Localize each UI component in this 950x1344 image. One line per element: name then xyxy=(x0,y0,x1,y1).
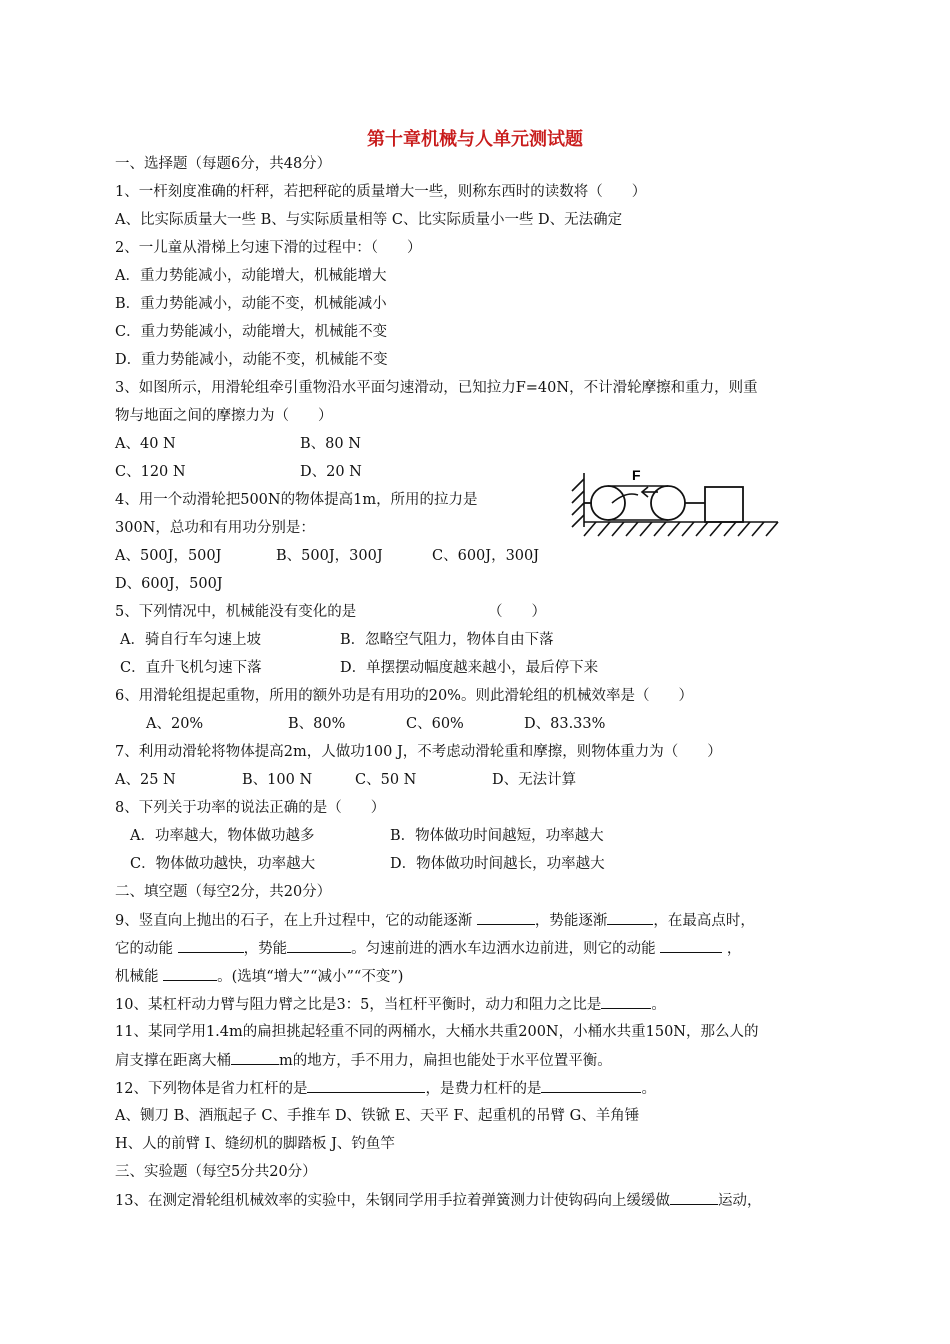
question-12-text-a: 12、下列物体是省力杠杆的是 xyxy=(115,1081,308,1097)
question-12-text-b: ，是费力杠杆的是 xyxy=(425,1081,542,1097)
question-5: 5、下列情况中，机械能没有变化的是 xyxy=(115,604,357,620)
answer-blank[interactable] xyxy=(601,994,651,1009)
question-9-text-b: ，势能逐渐 xyxy=(534,913,608,929)
answer-blank[interactable] xyxy=(287,938,351,953)
question-12-options-line-1: A、铡刀 B、酒瓶起子 C、手推车 D、铁锨 E、天平 F、起重机的吊臂 G、羊角锤 xyxy=(115,1108,640,1124)
question-6-option-d: D、83.33% xyxy=(524,716,606,732)
question-7: 7、利用动滑轮将物体提高2m，人做功100 J，不考虑动滑轮重和摩擦，则物体重力为（ ） xyxy=(115,744,722,760)
answer-blank[interactable] xyxy=(307,1078,425,1093)
question-13 xyxy=(115,1190,761,1211)
question-4-line-1: 4、用一个动滑轮把500N的物体提高1m，所用的拉力是 xyxy=(115,492,478,508)
question-10-text-b: 。 xyxy=(651,997,666,1013)
answer-blank[interactable] xyxy=(670,1190,718,1205)
question-9-line-3 xyxy=(115,966,403,987)
force-label: F xyxy=(632,467,641,483)
question-2-option-a: A．重力势能减小，动能增大，机械能增大 xyxy=(115,268,387,284)
question-9-line-1 xyxy=(115,910,755,931)
question-4-option-c: C、600J，300J xyxy=(432,548,540,564)
question-4-option-b: B、500J，300J xyxy=(276,548,383,564)
question-6-option-a: A、20% xyxy=(146,716,204,732)
question-8-option-c: C．物体做功越快，功率越大 xyxy=(130,856,316,872)
question-8-option-d: D．物体做功时间越长，功率越大 xyxy=(390,856,605,872)
question-3-option-b: B、80 N xyxy=(300,436,361,452)
question-9-text-g: ， xyxy=(726,941,742,957)
question-3-option-c: C、120 N xyxy=(115,464,186,480)
question-11-text-a: 肩支撑在距离大桶 xyxy=(115,1053,231,1069)
pulley-system-figure xyxy=(560,465,782,551)
question-9-line-2 xyxy=(115,938,741,959)
answer-blank[interactable] xyxy=(541,1078,641,1093)
question-9-text-i: 。(选填“增大”“减小”“不变”) xyxy=(217,969,404,985)
question-13-text-a: 13、在测定滑轮组机械效率的实验中，朱钢同学用手拉着弹簧测力计使钩码向上缓缓做 xyxy=(115,1193,670,1209)
load-block xyxy=(705,487,743,522)
question-9-text-c: ，在最高点时， xyxy=(653,913,755,929)
left-wall xyxy=(572,473,584,527)
question-9-text-f: 。匀速前进的洒水车边洒水边前进，则它的动能 xyxy=(351,941,656,957)
question-6-option-b: B、80% xyxy=(288,716,346,732)
question-9-text-e: ，势能 xyxy=(243,941,288,957)
answer-blank[interactable] xyxy=(477,910,535,925)
question-7-option-c: C、50 N xyxy=(355,772,417,788)
fixed-pulley xyxy=(584,486,625,520)
question-5-option-a: A．骑自行车匀速上坡 xyxy=(120,632,261,648)
question-7-option-a: A、25 N xyxy=(115,772,176,788)
question-2-option-d: D．重力势能减小，动能不变，机械能不变 xyxy=(115,352,388,368)
question-1-options: A、比实际质量大一些 B、与实际质量相等 C、比实际质量小一些 D、无法确定 xyxy=(115,212,623,228)
question-13-text-b: 运动， xyxy=(717,1193,762,1209)
question-7-option-d: D、无法计算 xyxy=(492,772,577,788)
question-2-option-b: B．重力势能减小，动能不变，机械能减小 xyxy=(115,296,387,312)
question-6-option-c: C、60% xyxy=(406,716,464,732)
question-6: 6、用滑轮组提起重物，所用的额外功是有用功的20%。则此滑轮组的机械效率是（ ） xyxy=(115,688,693,704)
answer-blank[interactable] xyxy=(660,938,722,953)
question-11-text-b: m的地方，手不用力，扁担也能处于水平位置平衡。 xyxy=(279,1053,612,1069)
rope xyxy=(608,486,668,520)
question-5-answer-paren: （ ） xyxy=(488,604,546,620)
section-3-heading: 三、实验题（每空5分共20分） xyxy=(115,1164,317,1180)
question-10-text-a: 10、某杠杆动力臂与阻力臂之比是3：5，当杠杆平衡时，动力和阻力之比是 xyxy=(115,997,602,1013)
question-1: 1、一杆刻度准确的杆秤，若把秤砣的质量增大一些，则称东西时的读数将（ ） xyxy=(115,184,647,200)
question-8-option-b: B．物体做功时间越短，功率越大 xyxy=(390,828,604,844)
section-2-heading: 二、填空题（每空2分，共20分） xyxy=(115,884,332,900)
question-12-options-line-2: H、人的前臂 I、缝纫机的脚踏板 J、钓鱼竿 xyxy=(115,1136,395,1152)
question-8-option-a: A．功率越大，物体做功越多 xyxy=(130,828,315,844)
question-2: 2、一儿童从滑梯上匀速下滑的过程中：（ ） xyxy=(115,240,422,256)
question-10 xyxy=(115,994,666,1015)
question-3-line-2: 物与地面之间的摩擦力为（ ） xyxy=(115,408,333,424)
question-3-option-a: A、40 N xyxy=(115,436,176,452)
movable-pulley xyxy=(651,486,705,520)
answer-blank[interactable] xyxy=(231,1050,279,1065)
question-3-option-d: D、20 N xyxy=(300,464,362,480)
question-4-option-a: A、500J，500J xyxy=(115,548,222,564)
force-arrow xyxy=(642,487,658,497)
question-9-text-d: 它的动能 xyxy=(115,941,173,957)
question-7-option-b: B、100 N xyxy=(242,772,313,788)
answer-blank[interactable] xyxy=(178,938,244,953)
question-9-text-a: 9、竖直向上抛出的石子，在上升过程中，它的动能逐渐 xyxy=(115,913,473,929)
question-5-option-d: D．单摆摆动幅度越来越小，最后停下来 xyxy=(340,660,599,676)
question-12 xyxy=(115,1078,656,1099)
page-title: 第十章机械与人单元测试题 xyxy=(367,129,583,150)
ground xyxy=(584,522,778,536)
question-5-option-c: C．直升飞机匀速下落 xyxy=(120,660,262,676)
section-1-heading: 一、选择题（每题6分，共48分） xyxy=(115,156,332,172)
answer-blank[interactable] xyxy=(607,910,653,925)
question-12-text-c: 。 xyxy=(641,1081,656,1097)
question-4-option-d: D、600J，500J xyxy=(115,576,223,592)
question-4-line-2: 300N，总功和有用功分别是： xyxy=(115,520,315,536)
question-2-option-c: C．重力势能减小，动能增大，机械能不变 xyxy=(115,324,388,340)
question-3-line-1: 3、如图所示，用滑轮组牵引重物沿水平面匀速滑动，已知拉力F=40N，不计滑轮摩擦和重力，则重 xyxy=(115,380,758,396)
question-9-text-h: 机械能 xyxy=(115,969,159,985)
question-5-option-b: B．忽略空气阻力，物体自由下落 xyxy=(340,632,554,648)
answer-blank[interactable] xyxy=(163,966,217,981)
question-11-line-1: 11、某同学用1.4m的扁担挑起轻重不同的两桶水，大桶水共重200N，小桶水共重150N，那么人的 xyxy=(115,1024,759,1040)
question-8: 8、下列关于功率的说法正确的是（ ） xyxy=(115,800,386,816)
question-11-line-2 xyxy=(115,1050,612,1071)
